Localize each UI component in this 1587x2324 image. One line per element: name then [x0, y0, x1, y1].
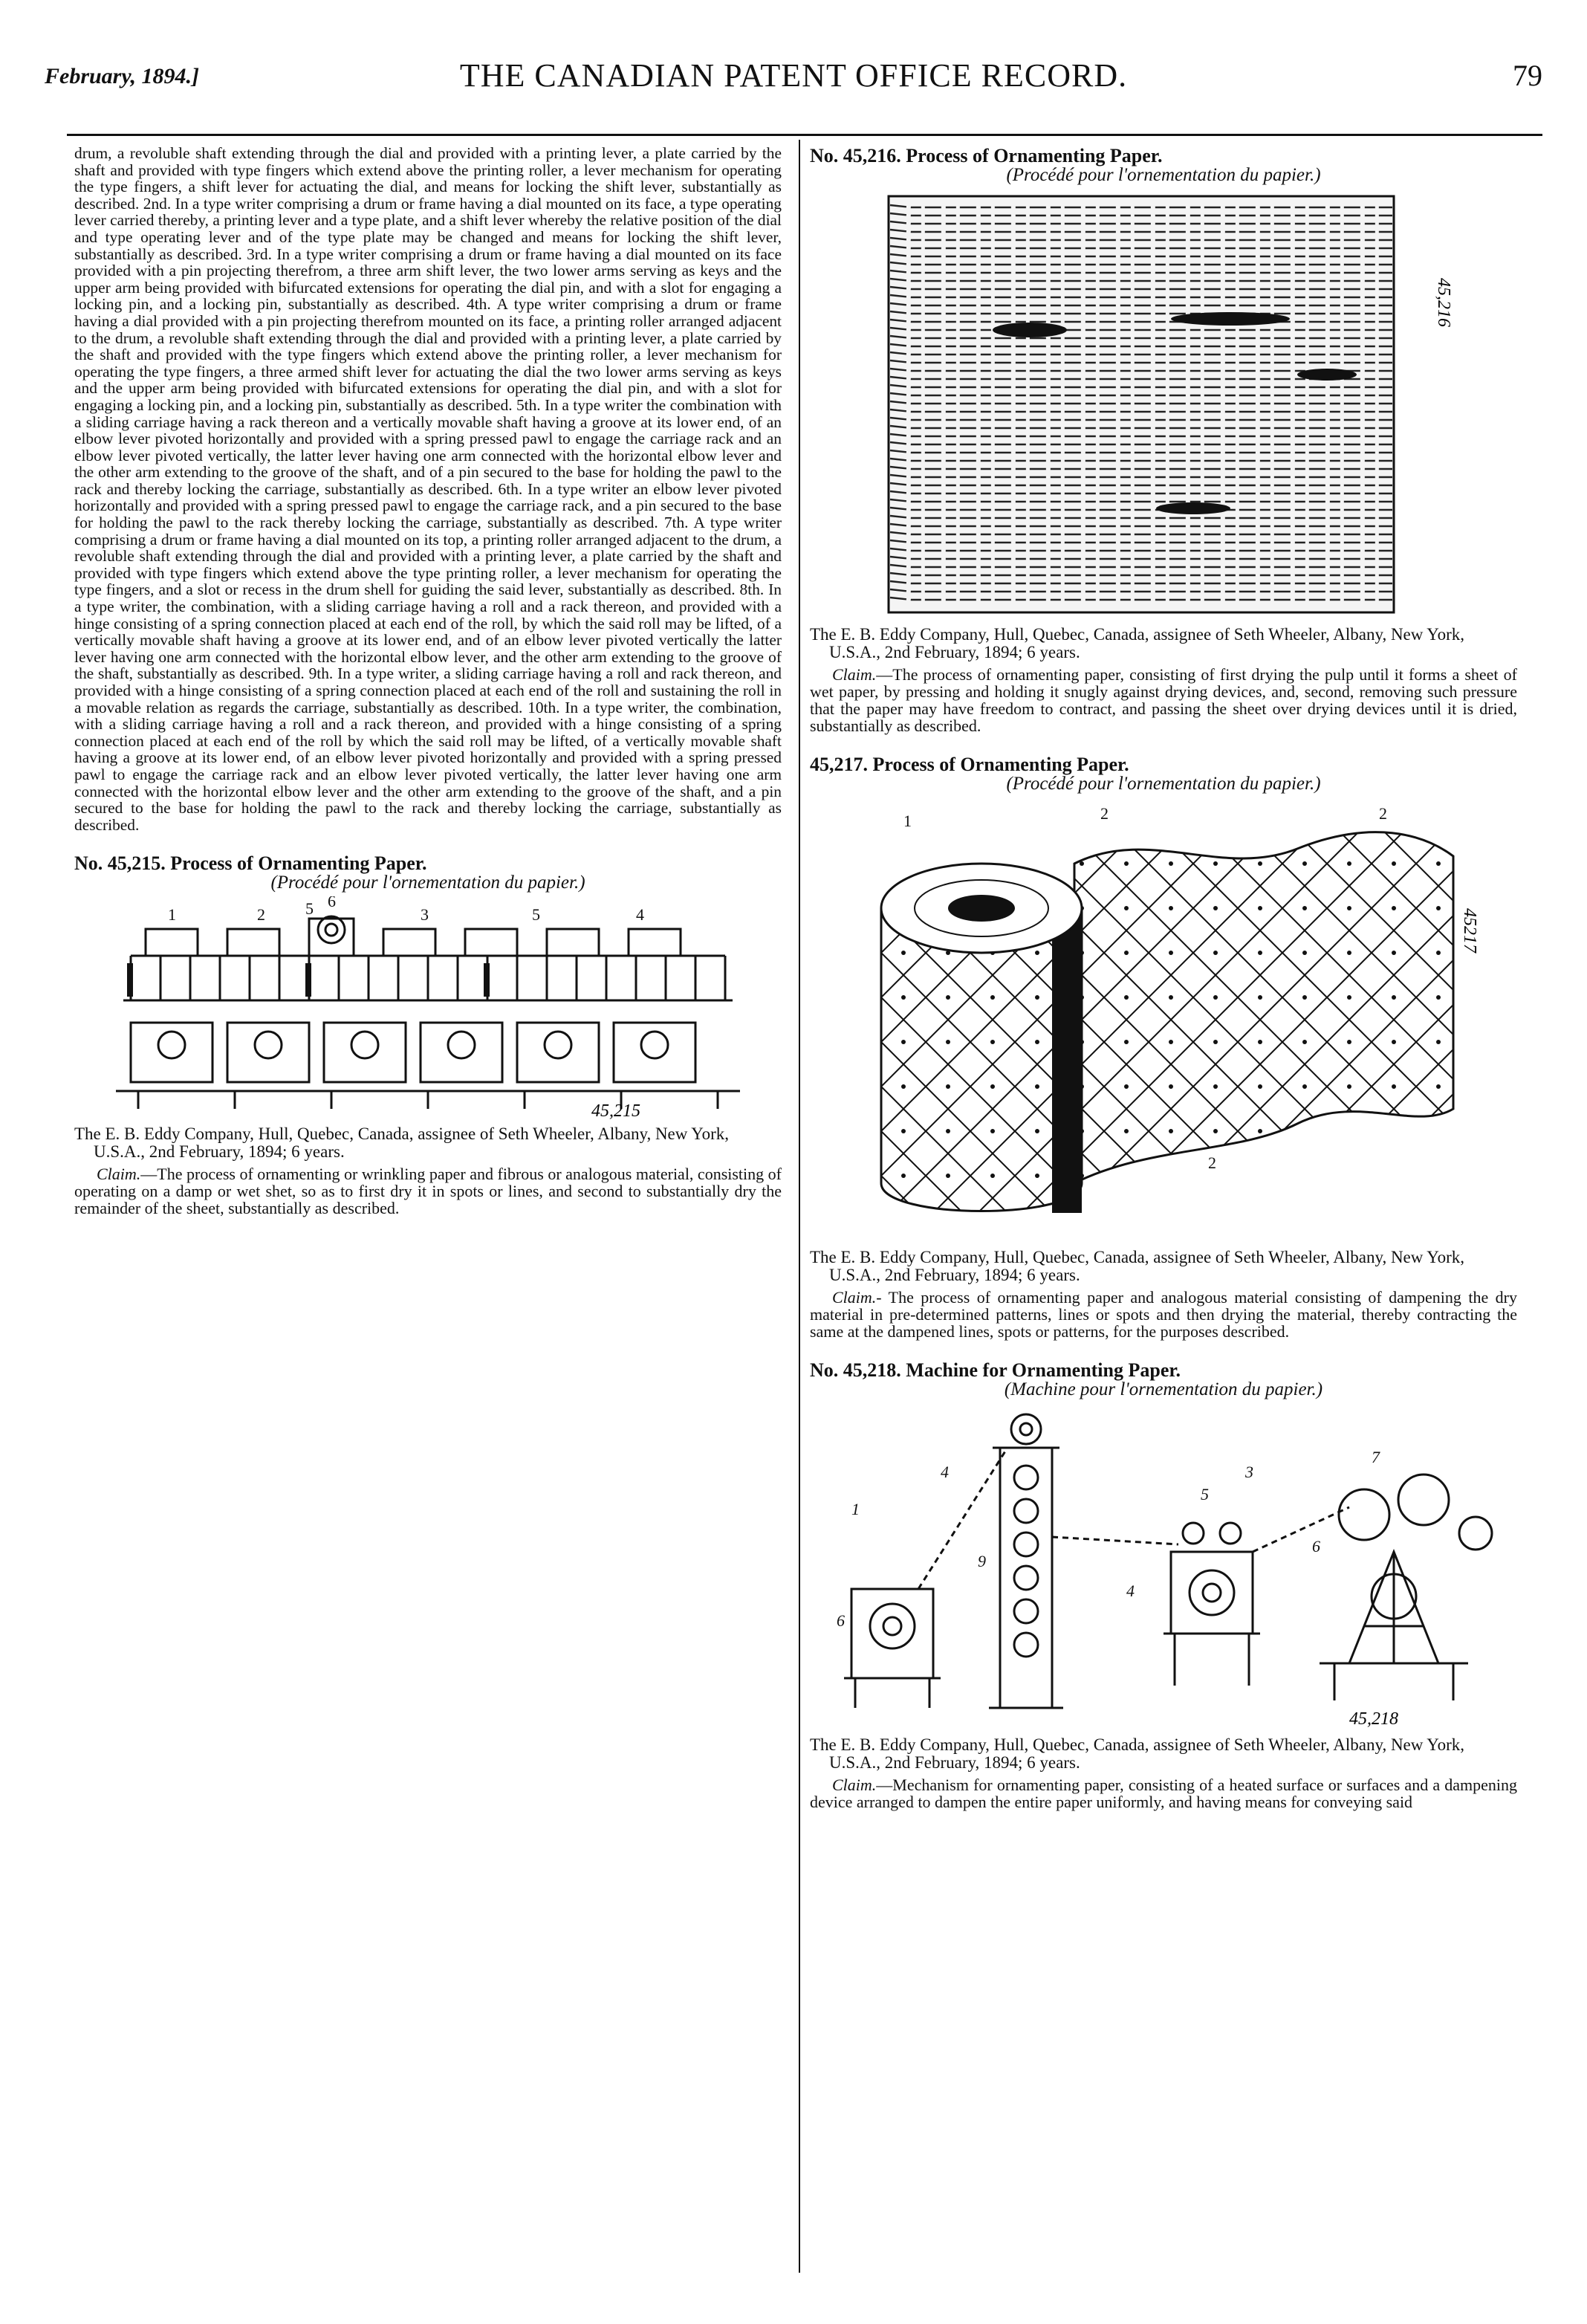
entry-subtitle-45216: (Procédé pour l'ornementation du papier.)	[1006, 165, 1321, 185]
wrinkled-paper-illustration-icon	[844, 189, 1483, 620]
claim-45216	[810, 666, 1517, 734]
ornamenting-machine-illustration-icon	[829, 1403, 1498, 1730]
claim-45215	[74, 1165, 782, 1217]
claim-text-45216: —The process of ornamenting paper, consisting of first drying the pulp until it forms a sheet of wet paper, by pressing and holding it snugly against drying devices, and, second, removing such pressure that the paper may have freedom to contract, and passing the sheet over drying devices until it is dried, substantially as described.	[810, 664, 1517, 735]
fig-45218-number-7: 5	[1201, 1484, 1209, 1504]
right-column	[810, 145, 1517, 1810]
continued-claims-text: drum, a revoluble shaft extending through the dial and provided with a printing lever, a plate carried by the shaft and provided with type fingers which extend above the printing roller, a lever mechanism for operating the type fingers, a shift lever for actuating the dial, and means for locking the shift lever, substantially as described. 2nd. In a type writer comprising a drum or frame having a dial mounted on its face, a type operating lever carried thereby, a printing lever and a type plate, and a shift lever whereby the relative position of the dial and type operating lever and of the type plate may be changed and means for locking the shift lever, substantially as described. 3rd. In a type writer comprising a drum or frame having a dial mounted on its face provided with a pin projecting therefrom, a three arm shift lever, the two lower arms serving as keys and the upper arm being provided with bifurcated extensions for operating the dial pin, and with a slot for engaging a locking pin, and a locking pin, substantially as described. 4th. A type writer comprising a drum or frame having a dial provided with a pin projecting therefrom mounted on its face, a printing roller arranged adjacent to the drum, a revoluble shaft extending through the dial and provided with a printing lever, a plate carried by the shaft and provided with the type fingers which extend above the printing roller, a lever mechanism for operating the type fingers, a three armed shift lever for actuating the dial the two lower arms serving as keys and the upper arm being provided with bifurcated extensions for operating the dial pin, and with a slot for engaging a locking pin, and a locking pin, substantially as described. 5th. In a type writer the combination with a sliding carriage having a rack thereon and a vertically movable shaft having a groove at its lower end, of an elbow lever pivoted horizontally and provided with a spring pressed pawl to engage the carriage rack and an elbow lever pivoted vertically, the latter lever having one arm connected with the horizontal elbow lever and the other arm extending to the groove of the shaft, and of a pin secured to the base for holding the pawl to the rack and thereby locking the carriage, substantially as described. 6th. In a type writer an elbow lever pivoted horizontally and provided with a spring pressed pawl to engage the carriage rack, and a pin secured to the base for holding the pawl to the rack thereby locking the carriage, substantially as described. 7th. A type writer comprising a drum or frame having a dial mounted on its top, a printing roller arranged adjacent to the drum, a revoluble shaft extending through the dial and provided with a printing lever, a plate carried by the shaft and provided with type fingers which extend above the type printing roller, a lever mechanism for operating the type fingers, and a slot or recess in the drum shell for guiding the said lever, substantially as described. 8th. In a type writer, the combination, with a sliding carriage having a roll and a rack thereon, and provided with a hinge consisting of a spring connection placed at each end of the roll, by which the said roll may be lifted, of a vertically movable shaft having a groove at its lower end, and of an elbow lever pivoted vertically the latter lever having one arm connected with the horizontal elbow lever, and the other arm extending to the groove of the shaft, substantially as described. 9th. In a type writer, a sliding carriage having a roll and rack thereon, and provided with a hinge consisting of a spring connection placed at each end of the roll and sustaining the roll in a movable relation as regards the carriage, substantially as described. 10th. In a type writer, the combination, with a sliding carriage having a roll and a rack thereon, and provided with a hinge consisting of a spring connection placed at each end of the roll by which the said roll may be lifted, of a vertically movable shaft having a groove at its lower end, of an elbow lever pivoted horizontally and provided with a spring pressed pawl to engage the carriage rack and an elbow lever pivoted vertically, the latter lever having one arm connected with the horizontal elbow lever and the other arm extending to the groove of the shaft, and a pin secured to the base for holding the pawl to the rack and thereby locking the carriage, substantially as described.	[74, 144, 782, 834]
fig-45218-number-6: 3	[1245, 1462, 1253, 1481]
claim-label-45218: Claim.	[832, 1775, 877, 1794]
assignee-45217: The E. B. Eddy Company, Hull, Quebec, Canada, assignee of Seth Wheeler, Albany, New York, U.S.A., 2nd February, 1894; 6 years.	[810, 1248, 1464, 1285]
entry-title-45217: 45,217. Process of Ornamenting Paper.	[810, 753, 1129, 775]
fig-45218-number-5: 4	[1126, 1581, 1135, 1600]
fig-45215-number-7: 4	[636, 904, 644, 924]
fig-45217-number-4: 2	[1208, 1153, 1216, 1173]
fig-45218-label: 45,218	[1349, 1709, 1398, 1729]
fig-45217-number-1: 1	[903, 812, 912, 831]
claim-label-45215: Claim.	[97, 1164, 141, 1183]
entry-title-45215: No. 45,215. Process of Ornamenting Paper.	[74, 852, 427, 875]
fig-45215-label: 45,215	[591, 1101, 640, 1119]
page-number: 79	[1513, 59, 1542, 92]
fig-45218-number-9: 7	[1372, 1447, 1380, 1466]
claim-label-45216: Claim.	[832, 664, 877, 684]
fig-45215-number-5: 3	[421, 904, 429, 924]
entry-subtitle-45215: (Procédé pour l'ornementation du papier.)	[270, 873, 585, 893]
entry-title-45216: No. 45,216. Process of Ornamenting Paper.	[810, 145, 1163, 166]
entry-subtitle-45218: (Machine pour l'ornementation du papier.)	[1004, 1379, 1323, 1400]
claim-text-45218: —Mechanism for ornamenting paper, consisting of a heated surface or surfaces and a dampening device arranged to dampen the entire paper uniformly, and having means for conveying said	[810, 1775, 1517, 1811]
assignee-45216: The E. B. Eddy Company, Hull, Quebec, Canada, assignee of Seth Wheeler, Albany, New York, U.S.A., 2nd February, 1894; 6 years.	[810, 624, 1464, 661]
claim-text-45217: - The process of ornamenting paper and analogous material consisting of dampening the dry material in pre-determined patterns, lines or spots and then drying the material, thereby contracting the same at the dampened lines, spots or patterns, for the purposes described.	[810, 1288, 1517, 1341]
machine-rollers-illustration-icon	[116, 896, 740, 1119]
header-date: February, 1894.]	[45, 64, 200, 88]
fig-45218-number-4: 6	[837, 1611, 845, 1630]
assignee-45215: The E. B. Eddy Company, Hull, Quebec, Canada, assignee of Seth Wheeler, Albany, New York, U.S.A., 2nd February, 1894; 6 years.	[74, 1124, 729, 1161]
fig-45215-number-2: 2	[257, 904, 265, 924]
left-column	[74, 145, 782, 1217]
fig-45216-label: 45,216	[1434, 277, 1453, 327]
fig-45217-number-2: 2	[1100, 804, 1109, 823]
claim-45218	[810, 1776, 1517, 1810]
paper-roll-illustration-icon	[837, 797, 1490, 1243]
fig-45215-number-3: 5	[305, 899, 314, 918]
assignee-45218: The E. B. Eddy Company, Hull, Quebec, Canada, assignee of Seth Wheeler, Albany, New York, U.S.A., 2nd February, 1894; 6 years.	[810, 1735, 1464, 1772]
entry-subtitle-45217: (Procédé pour l'ornementation du papier.)	[1006, 773, 1321, 794]
fig-45217-number-3: 2	[1379, 804, 1387, 823]
header-title: THE CANADIAN PATENT OFFICE RECORD.	[459, 57, 1128, 94]
fig-45215-number-6: 5	[532, 904, 540, 924]
claim-text-45215: —The process of ornamenting or wrinkling paper and fibrous or analogous material, consisting of operating on a damp or wet shet, so as to first dry it in spots or lines, and second to substantially dry the remainder of the sheet, substantially as described.	[74, 1164, 782, 1217]
claim-45217	[810, 1289, 1517, 1340]
claim-label-45217: Claim.	[832, 1288, 877, 1307]
page-header	[45, 52, 1542, 111]
fig-45218-number-1: 1	[851, 1499, 860, 1518]
fig-45217-label: 45217	[1460, 908, 1479, 954]
column-divider	[799, 140, 800, 2273]
fig-45215-number-1: 1	[168, 904, 176, 924]
fig-45218-number-3: 9	[978, 1551, 986, 1570]
fig-45218-number-2: 4	[941, 1462, 949, 1481]
entry-title-45218: No. 45,218. Machine for Ornamenting Paper.	[810, 1359, 1181, 1382]
fig-45215-number-4: 6	[328, 896, 336, 910]
fig-45218-number-8: 6	[1312, 1536, 1320, 1556]
header-rule	[67, 134, 1542, 136]
